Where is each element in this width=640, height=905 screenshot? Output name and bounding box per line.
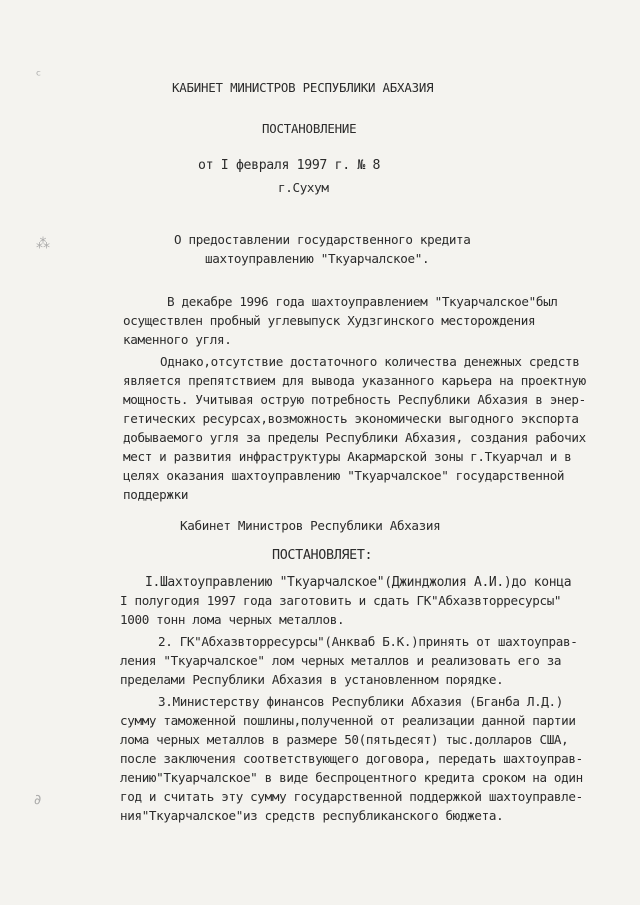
preamble-line: поддержки [123,487,189,502]
title-line-2: шахтоуправлению "Ткуарчалское". [205,251,430,266]
margin-mark: ∂ [34,792,42,808]
preamble-line: В декабре 1996 года шахтоуправлением "Ткуарчалское"был [167,294,558,309]
item-3-line: лома черных металлов в размере 50(пятьдесят) тыс.долларов США, [120,732,569,747]
item-3-line: 3.Министерству финансов Республики Абхазия (Бганба Л.Д.) [158,694,563,709]
item-3-line: после заключения соответствующего договора, передать шахтоуправ- [120,751,583,766]
preamble-line: добываемого угля за пределы Республики Абхазия, создания рабочих [123,430,586,445]
preamble-line: мест и развития инфраструктуры Акармарской зоны г.Ткуарчал и в [123,449,572,464]
item-2-line: пределами Республики Абхазия в установленном порядке. [120,672,504,687]
resolving-body: Кабинет Министров Республики Абхазия [180,518,441,533]
item-1-line: I полугодия 1997 года заготовить и сдать ГК"Абхазвторресурсы" [120,593,562,608]
item-1-line: 1000 тонн лома черных металлов. [120,612,345,627]
org-heading: КАБИНЕТ МИНИСТРОВ РЕСПУБЛИКИ АБХАЗИЯ [172,80,434,95]
preamble-line: гетических ресурсах,возможность экономически выгодного экспорта [123,411,579,426]
doc-type-heading: ПОСТАНОВЛЕНИЕ [262,121,357,136]
item-2-line: 2. ГК"Абхазвторресурсы"(Анкваб Б.К.)принять от шахтоуправ- [158,634,578,649]
item-3-line: год и считать эту сумму государственной поддержкой шахтоуправле- [120,789,583,804]
city-line: г.Сухум [278,180,329,195]
preamble-line: является препятствием для вывода указанного карьера на проектную [123,373,586,388]
title-line-1: О предоставлении государственного кредита [174,232,471,247]
item-3-line: сумму таможенной пошлины,полученной от реализации данной партии [120,713,576,728]
item-3-line: ния"Ткуарчалское"из средств республиканского бюджета. [120,808,504,823]
resolving-verb: ПОСТАНОВЛЯЕТ: [272,548,373,563]
margin-mark: ⁂ [36,236,50,252]
item-2-line: ления "Ткуарчалское" лом черных металлов и реализовать его за [120,653,562,668]
preamble-line: Однако,отсутствие достаточного количества денежных средств [160,354,580,369]
margin-mark: ᶜ [36,68,42,84]
preamble-line: осуществлен пробный углевыпуск Худзгинского месторождения [123,313,536,328]
date-line: от I февраля 1997 г. № 8 [198,158,381,173]
preamble-line: каменного угля. [123,332,232,347]
preamble-line: мощность. Учитывая острую потребность Республики Абхазия в энер- [123,392,586,407]
preamble-line: целях оказания шахтоуправлению "Ткуарчалское" государственной [123,468,565,483]
item-3-line: лению"Ткуарчалское" в виде беспроцентного кредита сроком на один [120,770,583,785]
item-1-line: I.Шахтоуправлению "Ткуарчалское"(Джинджолия А.И.)до конца [145,575,572,590]
